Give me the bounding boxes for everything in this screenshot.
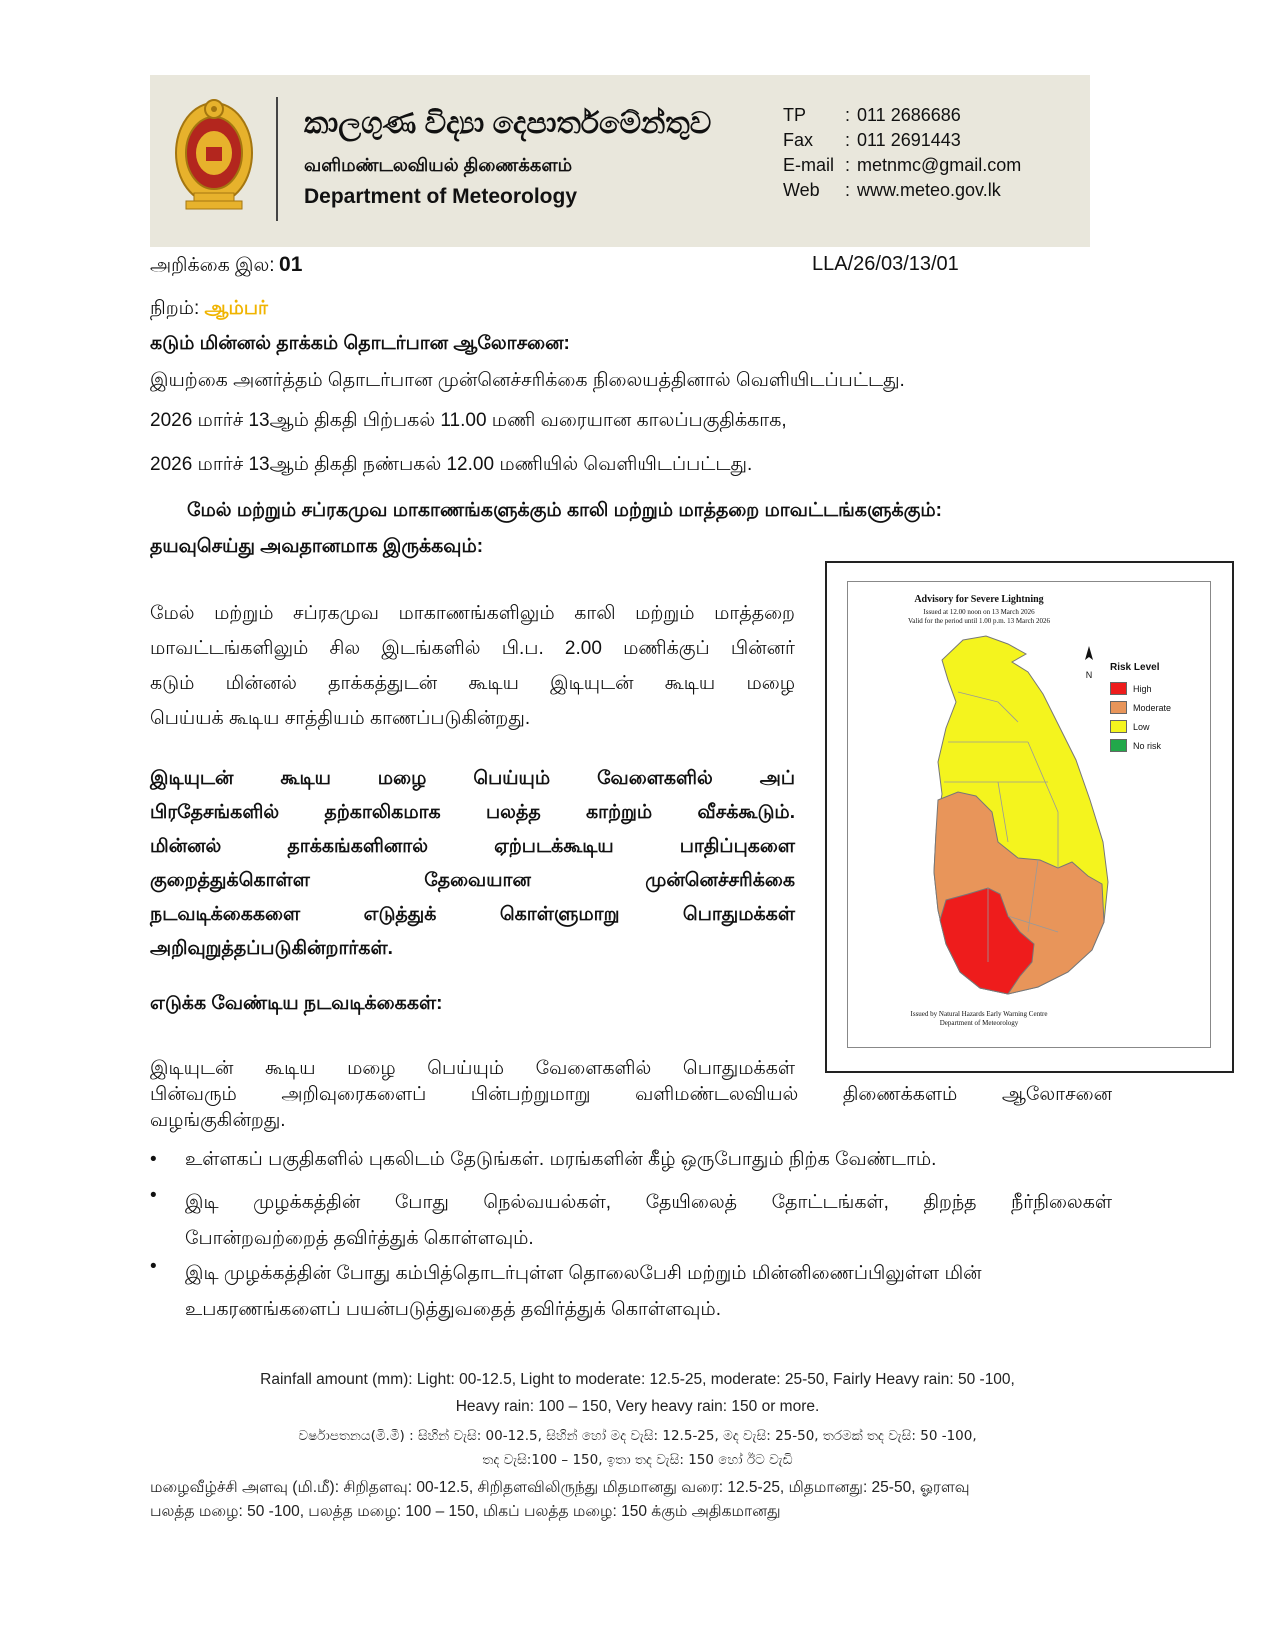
legend-low: Low — [1110, 720, 1150, 733]
rainfall-scale-english-1: Rainfall amount (mm): Light: 00-12.5, Light to moderate: 12.5-25, moderate: 25-50, Fairly Heavy rain: 50 -100, — [260, 1371, 1015, 1388]
rainfall-scale-sinhala-1: වර්ෂාපතනය(මි.මී) : සිහින් වැසි: 00-12.5, සිහින් හෝ මද වැසි: 12.5-25, මද වැසි: 25-50, තරමක් තද වැසි: 50 -100, — [298, 1428, 977, 1444]
contact-fax: Fax : 011 2691443 — [783, 130, 961, 150]
notice-reference: LLA/26/03/13/01 — [812, 253, 959, 275]
issued-line: 2026 மார்ச் 13ஆம் திகதி நண்பகல் 12.00 மணியில் வெளியிடப்பட்டது. — [150, 454, 753, 475]
bullet-item-shelter: உள்ளகப் பகுதிகளில் புகலிடம் தேடுங்கள். மரங்களின் கீழ் ஒருபோதும் நிற்க வேண்டாம். — [185, 1149, 937, 1170]
advice-intro-rest: பின்வரும் அறிவுரைகளைப் பின்பற்றுமாறு வளிமண்டலவியல் திணைக்களம் ஆலோசனை வழங்குகின்றது. — [150, 1084, 1112, 1131]
notice-title: கடும் மின்னல் தாக்கம் தொடர்பான ஆலோசனை: — [150, 333, 570, 354]
header-divider — [276, 97, 278, 221]
lightning-risk-map — [825, 561, 1234, 1073]
notice-number: அறிக்கை இல: 01 — [150, 253, 303, 276]
advice-intro-line1: இடியுடன் கூடிய மழை பெய்யும் வேளைகளில் பொதுமக்கள் — [150, 1058, 795, 1079]
rainfall-scale-tamil-2: பலத்த மழை: 50 -100, பலத்த மழை: 100 – 150, மிகப் பலத்த மழை: 150 க்கும் அதிகமானது — [150, 1503, 781, 1520]
legend-high: High — [1110, 682, 1152, 695]
contact-email[interactable]: E-mail : metnmc@gmail.com — [783, 155, 1022, 175]
sri-lanka-map-icon — [908, 632, 1128, 1012]
validity-line: 2026 மார்ச் 13ஆம் திகதி பிற்பகல் 11.00 மணி வரையான காலப்பகுதிக்காக, — [150, 410, 787, 431]
sri-lanka-emblem-icon — [172, 95, 256, 211]
forecast-paragraph: மேல் மற்றும் சப்ரகமுவ மாகாணங்களிலும் காலி மற்றும் மாத்தறை மாவட்டங்களிலும் சில இடங்களில் பி.ப. 2.00 மணிக்குப் பின்னர் கடும் மின்னல் தாக்கத்துடன் கூடிய இடியுடன் கூடிய மழை பெய்யக் கூடிய சாத்தியம் காணப்படுகின்றது. — [150, 603, 795, 729]
colour-value: ஆம்பர் — [204, 298, 268, 319]
legend-title: Risk Level — [1110, 662, 1160, 673]
areas-line: மேல் மற்றும் சப்ரகமுவ மாகாணங்களுக்கும் காலி மற்றும் மாத்தறை மாவட்டங்களுக்கும்: — [187, 500, 942, 521]
letterhead — [150, 75, 1090, 247]
map-panel — [847, 581, 1211, 1048]
map-issued: Issued at 12.00 noon on 13 March 2026 — [923, 608, 1035, 616]
bullet-item-avoid-open-areas: இடி முழக்கத்தின் போது நெல்வயல்கள், தேயிலைத் தோட்டங்கள், திறந்த நீர்நிலைகள் போன்றவற்றைத் தவிர்த்துக் கொள்ளவும். — [185, 1192, 1112, 1249]
north-arrow-icon: N — [1084, 646, 1094, 680]
warning-paragraph: இடியுடன் கூடிய மழை பெய்யும் வேளைகளில் அப் பிரதேசங்களில் தற்காலிகமாக பலத்த காற்றும் வீசக்கூடும். மின்னல் தாக்கங்களினால் ஏற்படக்கூடிய பாதிப்புகளை குறைத்துக்கொள்ள தேவையான முன்னெச்சரிக்கை நடவடிக்கைகளை எடுத்துக் கொள்ளுமாறு பொதுமக்கள் அறிவுறுத்தப்படுகின்றார்கள். — [150, 768, 795, 959]
legend-moderate: Moderate — [1110, 701, 1171, 714]
map-footer-department: Department of Meteorology — [939, 1019, 1019, 1027]
legend-no-risk: No risk — [1110, 739, 1161, 752]
rainfall-scale-sinhala-2: තද වැසි:100 – 150, ඉතා තද වැසි: 150 හෝ ඊට වැඩි — [482, 1452, 793, 1468]
contact-phone: TP : 011 2686686 — [783, 105, 961, 125]
attention-line: தயவுசெய்து அவதானமாக இருக்கவும்: — [150, 536, 484, 557]
map-footer-issuer: Issued by Natural Hazards Early Warning Centre — [910, 1010, 1048, 1018]
org-name-tamil: வளிமண்டலவியல் திணைக்களம் — [304, 155, 573, 175]
map-valid: Valid for the period until 1.00 p.m. 13 March 2026 — [908, 617, 1050, 625]
bullet-dot: • — [150, 1256, 157, 1277]
bullet-dot: • — [150, 1149, 157, 1170]
org-name-sinhala: කාලගුණ විද්‍යා දෙපාර්තමේන්තුව — [304, 107, 712, 140]
bullet-item-avoid-appliances: இடி முழக்கத்தின் போது கம்பித்தொடர்புள்ள தொலைபேசி மற்றும் மின்னிணைப்பிலுள்ள மின் உபகரணங்களைப் பயன்படுத்துவதைத் தவிர்த்துக் கொள்ளவும். — [185, 1263, 982, 1320]
contact-web[interactable]: Web : www.meteo.gov.lk — [783, 180, 1001, 200]
rainfall-scale-english-2: Heavy rain: 100 – 150, Very heavy rain: 150 or more. — [455, 1398, 820, 1415]
map-title: Advisory for Severe Lightning — [914, 594, 1044, 605]
org-name-english: Department of Meteorology — [304, 185, 578, 208]
notice-colour: நிறம்: ஆம்பர் — [150, 298, 268, 319]
bullet-dot: • — [150, 1185, 157, 1206]
rainfall-scale-tamil-1: மழைவீழ்ச்சி அளவு (மி.மீ): சிறிதளவு: 00-12.5, சிறிதளவிலிருந்து மிதமானது வரை: 12.5-25, மிதமானது: 25-50, ஓரளவு — [150, 1479, 970, 1496]
actions-heading: எடுக்க வேண்டிய நடவடிக்கைகள்: — [150, 993, 443, 1014]
issuer-line: இயற்கை அனர்த்தம் தொடர்பான முன்னெச்சரிக்கை நிலையத்தினால் வெளியிடப்பட்டது. — [150, 370, 905, 391]
